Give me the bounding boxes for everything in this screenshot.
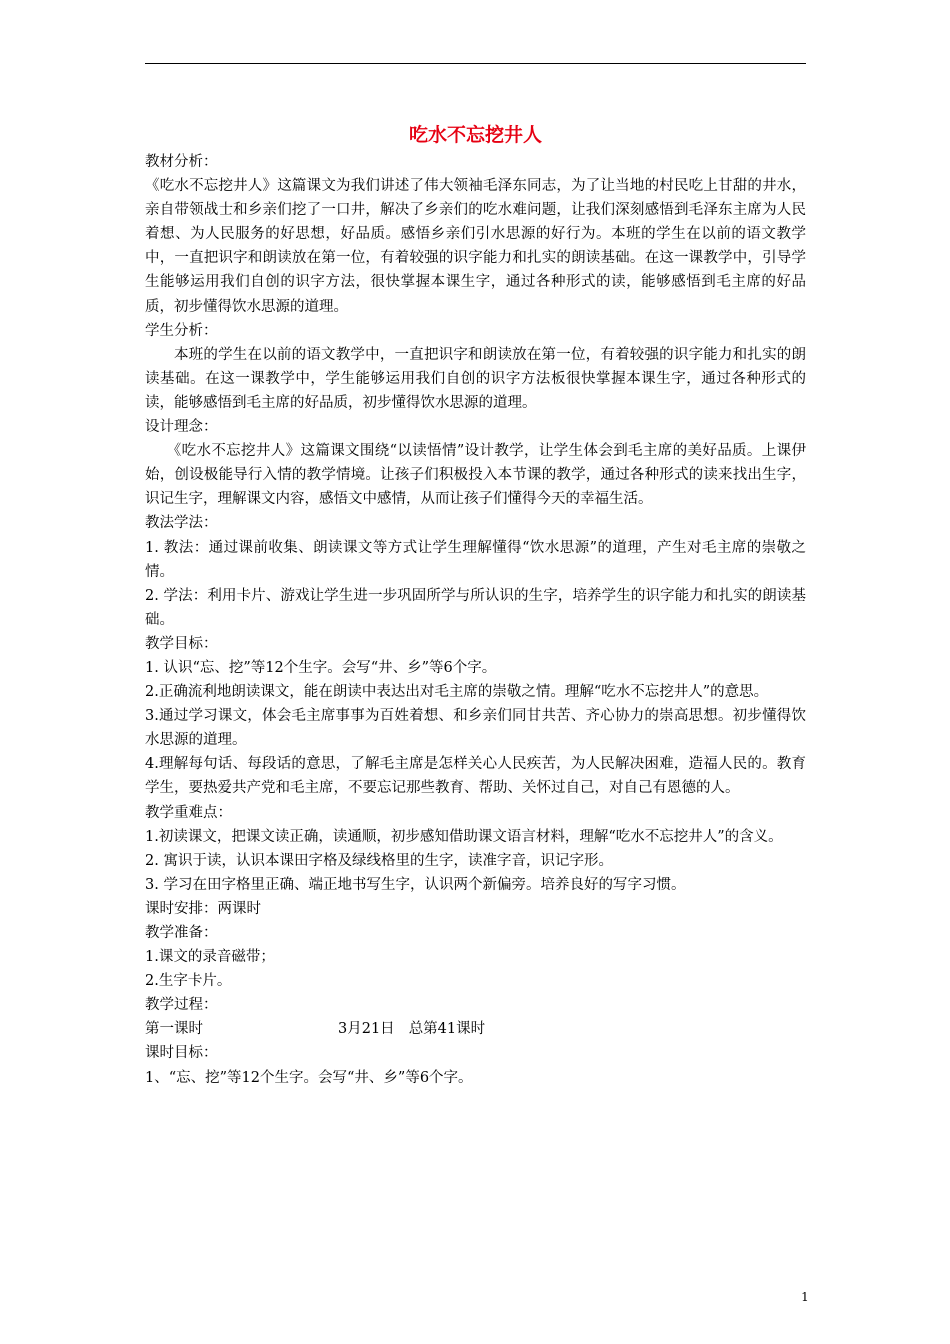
goal-item: 3.通过学习课文，体会毛主席事事为百姓着想、和乡亲们同甘共苦、齐心协力的崇高思想。初步懂得饮水思源的道理。 (145, 708, 806, 749)
goal-item: 2.正确流利地朗读课文，能在朗读中表达出对毛主席的崇敬之情。理解“吃水不忘挖井人”的意思。 (145, 684, 769, 701)
student-text: 本班的学生在以前的语文教学中，一直把识字和朗读放在第一位，有着较强的识字能力和扎实的朗读基础。在这一课教学中，学生能够运用我们自创的识字方法板很快掌握本课生字，通过各种形式的读，能够感悟到毛主席的好品质，初步懂得饮水思源的道理。 (145, 346, 806, 411)
key-item: 2. 寓识于读，认识本课田字格及绿线格里的生字，读准字音，识记字形。 (145, 852, 613, 869)
key-heading: 教学重难点： (145, 804, 232, 821)
page-number: 1 (801, 1290, 809, 1304)
document-title: 吃水不忘挖井人 (408, 124, 542, 146)
goal-item: 1. 认识“忘、挖”等12个生字。会写“井、乡”等6个字。 (145, 659, 497, 676)
prep-heading: 教学准备： (145, 925, 218, 941)
lesson-date: 3月21日 (338, 1021, 395, 1038)
goal-item: 4.理解每句话、每段话的意思，了解毛主席是怎样关心人民疾苦，为人民解决困难，造福人民的。教育学生，要热爱共产党和毛主席，不要忘记那些教育、帮助、关怀过自己，对自己有恩德的人。 (145, 756, 806, 797)
prep-item: 1.课文的录音磁带； (145, 949, 275, 966)
goal-heading: 教学目标： (145, 635, 218, 652)
lesson-line (145, 1017, 806, 1041)
method-item: 2. 学法：利用卡片、游戏让学生进一步巩固所学与所认识的生字，培养学生的识字能力和扎实的朗读基础。 (145, 587, 806, 628)
method-heading: 教法学法： (145, 515, 218, 532)
lesson-goal-heading: 课时目标： (145, 1045, 218, 1062)
process-heading: 教学过程： (145, 997, 218, 1014)
header-rule (145, 63, 806, 64)
method-item: 1. 教法：通过课前收集、朗读课文等方式让学生理解懂得“饮水思源”的道理，产生对毛主席的崇敬之情。 (145, 539, 806, 580)
lesson-label: 第一课时 (145, 1021, 203, 1038)
material-heading: 教材分析： (145, 154, 218, 170)
document-body (145, 150, 806, 1090)
prep-item: 2.生字卡片。 (145, 973, 232, 990)
material-text: 《吃水不忘挖井人》这篇课文为我们讲述了伟大领袖毛泽东同志，为了让当地的村民吃上甘甜的井水，亲自带领战士和乡亲们挖了一口井，解决了乡亲们的吃水难问题，让我们深刻感悟到毛泽东主席为人民着想、为人民服务的好思想，好品质。感悟乡亲们引水思源的好行为。本班的学生在以前的语文教学中，一直把识字和朗读放在第一位，有着较强的识字能力和扎实的朗读基础。在这一课教学中，引导学生能够运用我们自创的识字方法，很快掌握本课生字，通过各种形式的读，能够感悟到毛主席的好品质，初步懂得饮水思源的道理。 (145, 178, 806, 315)
lesson-goal-item: 1、“忘、挖”等12个生字。会写“井、乡”等6个字。 (145, 1069, 473, 1086)
lesson-total: 总第41课时 (408, 1021, 486, 1038)
key-item: 1.初读课文，把课文读正确，读通顺，初步感知借助课文语言材料，理解“吃水不忘挖井人”的含义。 (145, 828, 783, 845)
design-text: 《吃水不忘挖井人》这篇课文围绕“以读悟情”设计教学，让学生体会到毛主席的美好品质。上课伊始，创设极能导行入情的教学情境。让孩子们积极投入本节课的教学，通过各种形式的读来找出生字，识记生字，理解课文内容，感悟文中感情，从而让孩子们懂得今天的幸福生活。 (145, 443, 806, 508)
student-heading: 学生分析： (145, 322, 218, 339)
key-item: 3. 学习在田字格里正确、端正地书写生字，认识两个新偏旁。培养良好的写字习惯。 (145, 876, 686, 893)
design-heading: 设计理念： (145, 419, 218, 436)
schedule-line: 课时安排：两课时 (145, 900, 261, 917)
